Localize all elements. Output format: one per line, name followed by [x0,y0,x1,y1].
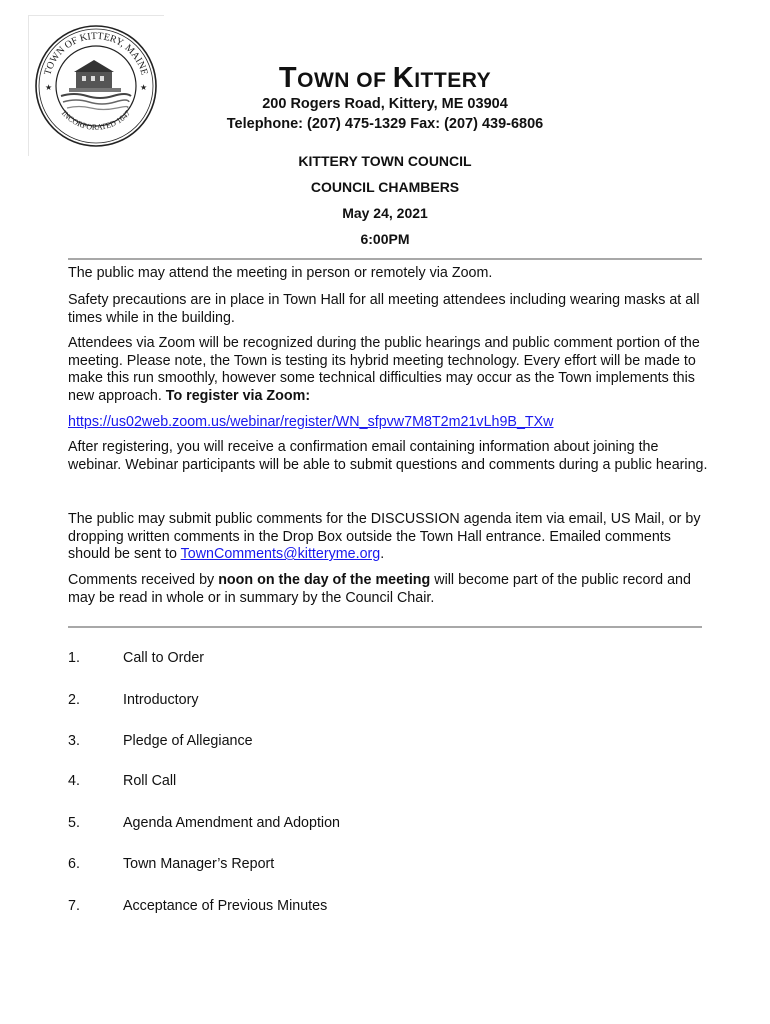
phone-fax: Telephone: (207) 475-1329 Fax: (207) 439-6806 [226,116,544,132]
svg-text:TOWN OF KITTERY, MAINE: TOWN OF KITTERY, MAINE [42,30,150,77]
page-title [200,62,570,95]
agenda-number: 5. [68,815,80,831]
paragraph-public-comments [68,511,708,564]
town-seal [28,15,164,156]
period: . [380,546,385,562]
agenda-label: Introductory [123,692,199,708]
comments-email-link[interactable]: TownComments@kitteryme.org [180,546,381,562]
agenda-label: Agenda Amendment and Adoption [123,815,341,831]
deadline-text-a: Comments received by [68,572,215,588]
title-initial-t: T [278,62,298,94]
zoom-text: Attendees via Zoom will be recognized during the public hearings and public comment portion of the meeting. Please note, the Town is testing its hybrid meeting technology. Every effort will be made to make this run smoothly, however some technical difficulties may occur as the Town implements this new approach. [68,335,700,404]
svg-text:★: ★ [140,83,148,92]
deadline-bold: noon on the day of the meeting [218,572,431,588]
svg-text:INCORPORATED 1647: INCORPORATED 1647 [59,108,133,132]
agenda-number: 2. [68,692,80,708]
paragraph-safety: Safety precautions are in place in Town Hall for all meeting attendees including wearing masks at all times while in the building. [68,292,700,326]
agenda-label: Call to Order [123,650,205,666]
seal-graphic [29,16,164,156]
public-comments-text: The public may submit public comments for the DISCUSSION agenda item via email, US Mail, or by dropping written comments in the Drop Box outside the Town Hall entrance. Emailed comments should be sent to [68,511,701,562]
title-initial-k: K [392,62,415,94]
divider-top [68,258,702,260]
title-part-1: OWN OF [297,69,393,92]
paragraph-zoom [68,335,708,405]
zoom-register-link[interactable]: https://us02web.zoom.us/webinar/register/WN_sfpvw7M8T2m21vLh9B_TXw [68,414,554,430]
title-part-2: ITTERY [414,69,492,92]
paragraph-comments-deadline [68,572,708,607]
agenda-label: Pledge of Allegiance [123,733,253,749]
agenda-number: 4. [68,773,80,789]
agenda-label: Roll Call [123,773,177,789]
paragraph-after-registering: After registering, you will receive a confirmation email containing information about joining the webinar. Webinar participants will be able to submit questions and comments during a public hearing. [68,439,708,473]
address: 200 Rogers Road, Kittery, ME 03904 [262,96,508,112]
agenda-label: Town Manager’s Report [123,856,275,872]
svg-text:★: ★ [45,83,53,92]
agenda-label: Acceptance of Previous Minutes [123,898,328,914]
agenda-number: 3. [68,733,80,749]
council-chambers: COUNCIL CHAMBERS [310,179,460,195]
divider-bottom [68,626,702,628]
council-name: KITTERY TOWN COUNCIL [298,153,472,169]
paragraph-attendance: The public may attend the meeting in person or remotely via Zoom. [68,265,493,281]
meeting-time: 6:00PM [360,231,410,247]
agenda-number: 7. [68,898,80,914]
meeting-date: May 24, 2021 [342,205,428,221]
deadline-text-b: will become part of the public record and may be read in whole or in summary by the Council Chair. [68,572,691,606]
zoom-link-row [68,414,708,432]
agenda-number: 1. [68,650,80,666]
zoom-register-label: To register via Zoom: [165,387,311,404]
agenda-number: 6. [68,856,80,872]
